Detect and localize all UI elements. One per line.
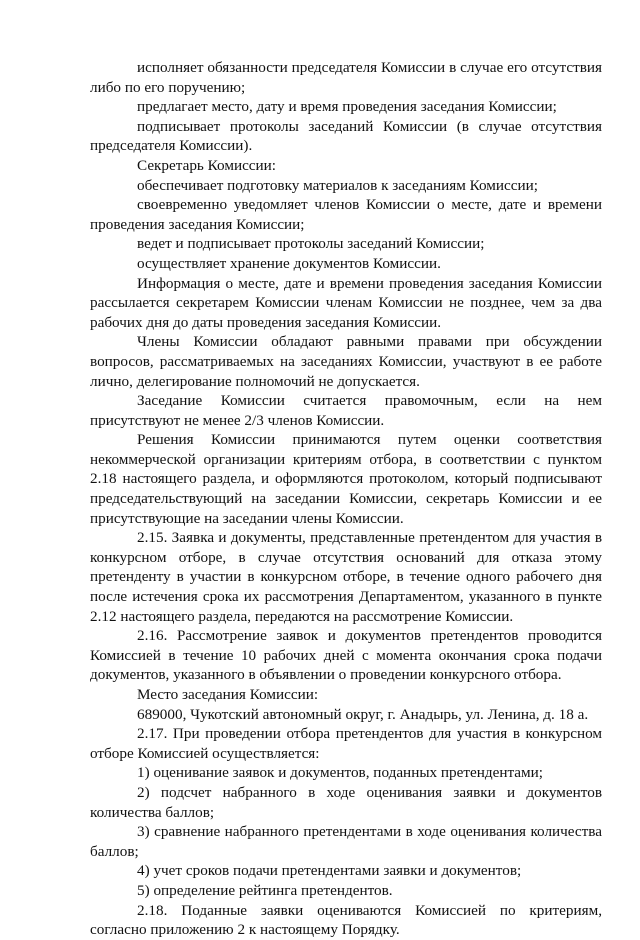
paragraph: Информация о месте, дате и времени проведения заседания Комиссии рассылается секретарем Комиссии членам Комиссии не позднее, чем за два рабочих дня до даты проведения заседания Комиссии. [90, 274, 602, 331]
paragraph: Место заседания Комиссии: [137, 686, 319, 703]
paragraph: осуществляет хранение документов Комиссии. [137, 254, 441, 272]
paragraph: 2.17. При проведении отбора претендентов для участия в конкурсном отборе Комиссией осуществляется: [90, 725, 602, 762]
paragraph: ведет и подписывает протоколы заседаний Комиссии; [137, 235, 485, 253]
paragraph: обеспечивает подготовку материалов к заседаниям Комиссии; [137, 176, 538, 194]
paragraph: подписывает протоколы заседаний Комиссии (в случае отсутствия председателя Комиссии). [90, 117, 602, 155]
paragraph: Решения Комиссии принимаются путем оценки соответствия некоммерческой организации критериям отбора, в соответствии с пунктом 2.18 настоящего раздела, и оформляются протоколом, который подписывают председательствующий на заседании Комиссии, секретарь Комиссии и ее присутствующие на заседании члены Комиссии. [90, 431, 602, 527]
paragraph: 1) оценивание заявок и документов, поданных претендентами; [137, 764, 543, 782]
paragraph: Секретарь Комиссии: [137, 156, 277, 174]
document-page [90, 58, 602, 940]
paragraph: исполняет обязанности председателя Комиссии в случае его отсутствия либо по его поручению; [90, 59, 602, 96]
paragraph: 2.18. Поданные заявки оцениваются Комиссией по критериям, согласно приложению 2 к настоящему Порядку. [90, 901, 602, 939]
paragraph: Заседание Комиссии считается правомочным, если на нем присутствуют не менее 2/3 членов Комиссии. [90, 392, 602, 429]
paragraph: 2) подсчет набранного в ходе оценивания заявки и документов количества баллов; [90, 783, 602, 821]
paragraph: 4) учет сроков подачи претендентами заявки и документов; [137, 862, 522, 880]
paragraph: 689000, Чукотский автономный округ, г. Анадырь, ул. Ленина, д. 18 а. [137, 705, 589, 723]
paragraph: Члены Комиссии обладают равными правами при обсуждении вопросов, рассматриваемых на заседаниях Комиссии, участвуют в ее работе лично, делегирование полномочий не допускается. [90, 333, 602, 390]
paragraph: 2.15. Заявка и документы, представленные претендентом для участия в конкурсном отборе, в случае отсутствия оснований для отказа этому претенденту в участии в конкурсном отборе, в течение одного рабочего дня после истечения срока их рассмотрения Департаментом, указанного в пункте 2.12 настоящего раздела, передаются на рассмотрение Комиссии. [90, 529, 602, 625]
paragraph: 2.16. Рассмотрение заявок и документов претендентов проводится Комиссией в течение 10 рабочих дней с момента окончания срока подачи документов, указанного в объявлении о проведении конкурсного отбора. [90, 627, 602, 684]
paragraph: своевременно уведомляет членов Комиссии о месте, дате и времени проведения заседания Комиссии; [90, 196, 602, 233]
paragraph: предлагает место, дату и время проведения заседания Комиссии; [137, 98, 557, 116]
paragraph: 3) сравнение набранного претендентами в ходе оценивания количества баллов; [90, 823, 602, 860]
paragraph: 5) определение рейтинга претендентов. [137, 881, 393, 899]
